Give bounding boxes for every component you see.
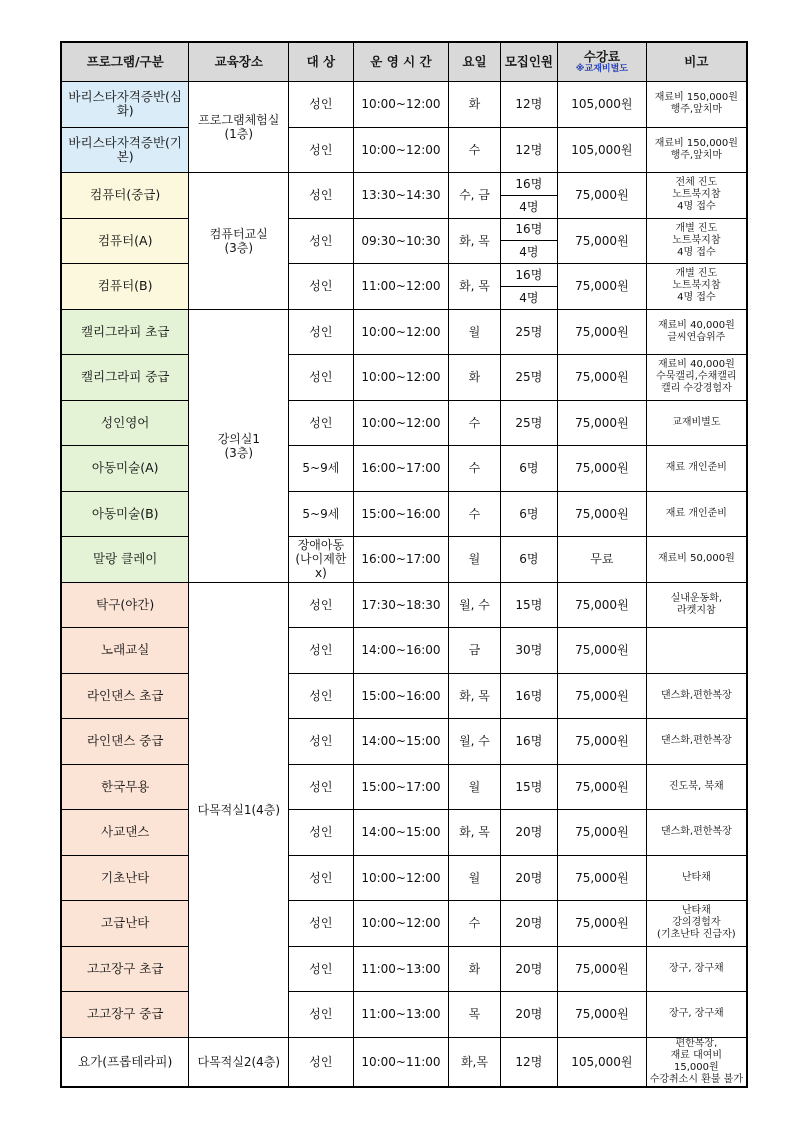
fee-value: 105,000원 <box>558 82 647 128</box>
target-value: 성인 <box>309 233 333 248</box>
day-value: 화, 목 <box>449 218 500 264</box>
target-value: 성인 <box>309 734 333 749</box>
program-name: 라인댄스 초급 <box>61 673 189 719</box>
target-value: 성인 <box>309 597 333 612</box>
fee-value: 75,000원 <box>558 446 647 492</box>
time-value: 14:00~15:00 <box>353 719 449 765</box>
capacity-secondary-value: 4명 <box>500 286 557 309</box>
day-value: 수 <box>449 400 500 446</box>
target-value: 5~9세 <box>302 506 340 521</box>
schedule-body <box>61 82 747 1087</box>
day-value: 수 <box>449 127 500 173</box>
note-value: 재료 개인준비 <box>665 462 727 474</box>
place-name: 컴퓨터교실 (3층) <box>209 226 268 255</box>
table-row <box>61 719 747 765</box>
note-value: 편한복장, 재료 대여비 15,000원 수강취소시 환불 불가 <box>649 1037 743 1085</box>
fee-value: 75,000원 <box>558 400 647 446</box>
fee-value: 75,000원 <box>558 855 647 901</box>
place-name: 다목적실1(4층) <box>197 802 281 817</box>
day-value: 월 <box>449 537 500 583</box>
time-value: 10:00~11:00 <box>353 1037 449 1087</box>
fee-value: 75,000원 <box>558 264 647 310</box>
day-value: 월, 수 <box>449 582 500 628</box>
time-value: 10:00~12:00 <box>353 309 449 355</box>
time-value: 10:00~12:00 <box>353 82 449 128</box>
program-name: 탁구(야간) <box>61 582 189 628</box>
capacity-value: 6명 <box>500 446 557 492</box>
target-value: 성인 <box>309 279 333 294</box>
note-value: 재료 개인준비 <box>665 507 727 519</box>
day-value: 화 <box>449 82 500 128</box>
target-value: 성인 <box>309 1007 333 1022</box>
fee-value: 75,000원 <box>558 992 647 1038</box>
target-value: 성인 <box>309 370 333 385</box>
note-cell <box>646 491 747 537</box>
program-name: 말랑 클레이 <box>61 537 189 583</box>
day-value: 월, 수 <box>449 719 500 765</box>
capacity-value: 12명 <box>500 1037 557 1087</box>
target-value: 성인 <box>309 779 333 794</box>
fee-value: 75,000원 <box>558 218 647 264</box>
note-cell <box>646 173 747 219</box>
header-row <box>61 42 747 82</box>
target-cell <box>289 127 353 173</box>
time-value: 09:30~10:30 <box>353 218 449 264</box>
target-value: 성인 <box>309 415 333 430</box>
target-value: 성인 <box>309 97 333 112</box>
program-name: 캘리그라피 초급 <box>61 309 189 355</box>
note-cell <box>646 855 747 901</box>
time-value: 16:00~17:00 <box>353 446 449 492</box>
fee-value: 75,000원 <box>558 901 647 947</box>
table-row <box>61 173 747 196</box>
day-value: 화 <box>449 355 500 401</box>
note-value: 전체 진도 노트북지참 4명 접수 <box>672 177 721 213</box>
note-value: 장구, 장구채 <box>669 1008 724 1020</box>
day-value: 수 <box>449 901 500 947</box>
day-value: 화 <box>449 946 500 992</box>
capacity-value: 25명 <box>500 355 557 401</box>
note-value: 실내운동화, 라켓지참 <box>670 592 723 616</box>
table-row <box>61 218 747 241</box>
time-value: 11:00~13:00 <box>353 992 449 1038</box>
target-cell <box>289 173 353 219</box>
fee-value: 75,000원 <box>558 719 647 765</box>
fee-value: 75,000원 <box>558 764 647 810</box>
fee-value: 75,000원 <box>558 355 647 401</box>
target-cell <box>289 218 353 264</box>
capacity-value: 6명 <box>500 491 557 537</box>
note-cell <box>646 719 747 765</box>
day-value: 화, 목 <box>449 810 500 856</box>
header-target: 대 상 <box>289 42 353 82</box>
table-row <box>61 992 747 1038</box>
fee-value: 75,000원 <box>558 491 647 537</box>
note-cell <box>646 901 747 947</box>
program-name: 아동미술(A) <box>61 446 189 492</box>
table-row <box>61 855 747 901</box>
target-cell <box>289 309 353 355</box>
place-cell <box>189 82 289 173</box>
table-row <box>61 491 747 537</box>
time-value: 10:00~12:00 <box>353 400 449 446</box>
note-cell <box>646 264 747 310</box>
fee-value: 105,000원 <box>558 1037 647 1087</box>
capacity-value: 20명 <box>500 992 557 1038</box>
time-value: 17:30~18:30 <box>353 582 449 628</box>
capacity-value: 25명 <box>500 309 557 355</box>
header-fee-label: 수강료 <box>583 49 620 64</box>
header-day: 요일 <box>449 42 500 82</box>
header-place: 교육장소 <box>189 42 289 82</box>
target-value: 5~9세 <box>302 461 340 476</box>
time-value: 11:00~13:00 <box>353 946 449 992</box>
note-value: 재료비 40,000원 수묵캘리,수채캘리 캘리 수강경험자 <box>656 359 737 395</box>
target-value: 장애아동 (나이제한x) <box>295 538 347 581</box>
day-value: 수 <box>449 446 500 492</box>
target-cell <box>289 628 353 674</box>
note-value: 진도북, 북채 <box>669 780 724 792</box>
target-cell <box>289 446 353 492</box>
day-value: 화, 목 <box>449 264 500 310</box>
target-cell <box>289 400 353 446</box>
place-name: 다목적실2(4층) <box>197 1054 281 1069</box>
target-cell <box>289 901 353 947</box>
target-cell <box>289 810 353 856</box>
note-cell <box>646 82 747 128</box>
capacity-value: 20명 <box>500 946 557 992</box>
day-value: 금 <box>449 628 500 674</box>
capacity-value: 16명 <box>500 264 557 287</box>
target-cell <box>289 764 353 810</box>
note-cell <box>646 218 747 264</box>
capacity-value: 30명 <box>500 628 557 674</box>
capacity-value: 16명 <box>500 218 557 241</box>
target-cell <box>289 719 353 765</box>
program-name: 성인영어 <box>61 400 189 446</box>
program-name: 바리스타자격증반(심화) <box>61 82 189 128</box>
place-cell <box>189 173 289 310</box>
note-value: 댄스화,편한복장 <box>660 826 732 838</box>
day-value: 화, 목 <box>449 673 500 719</box>
target-value: 성인 <box>309 916 333 931</box>
note-cell <box>646 946 747 992</box>
day-value: 화,목 <box>449 1037 500 1087</box>
capacity-value: 12명 <box>500 127 557 173</box>
table-row <box>61 127 747 173</box>
note-cell <box>646 628 747 674</box>
day-value: 월 <box>449 309 500 355</box>
day-value: 목 <box>449 992 500 1038</box>
time-value: 13:30~14:30 <box>353 173 449 219</box>
note-value: 개별 진도 노트북지참 4명 접수 <box>672 268 721 304</box>
time-value: 15:00~17:00 <box>353 764 449 810</box>
header-fee-note: ※교재비별도 <box>575 64 628 74</box>
table-row <box>61 400 747 446</box>
table-row <box>61 901 747 947</box>
table-row <box>61 946 747 992</box>
note-value: 댄스화,편한복장 <box>660 735 732 747</box>
place-cell <box>189 582 289 1037</box>
program-name: 사교댄스 <box>61 810 189 856</box>
time-value: 10:00~12:00 <box>353 855 449 901</box>
target-cell <box>289 264 353 310</box>
capacity-value: 15명 <box>500 764 557 810</box>
fee-value: 75,000원 <box>558 946 647 992</box>
note-value: 재료비 50,000원 <box>657 553 735 565</box>
capacity-value: 15명 <box>500 582 557 628</box>
target-cell <box>289 855 353 901</box>
target-cell <box>289 992 353 1038</box>
target-value: 성인 <box>309 643 333 658</box>
fee-value: 105,000원 <box>558 127 647 173</box>
program-name: 라인댄스 중급 <box>61 719 189 765</box>
target-value: 성인 <box>309 825 333 840</box>
note-cell <box>646 582 747 628</box>
target-cell <box>289 946 353 992</box>
target-value: 성인 <box>309 1054 333 1069</box>
target-cell <box>289 491 353 537</box>
capacity-value: 16명 <box>500 673 557 719</box>
note-value: 교재비별도 <box>672 416 721 428</box>
program-name: 고고장구 초급 <box>61 946 189 992</box>
note-cell <box>646 127 747 173</box>
program-name: 컴퓨터(B) <box>61 264 189 310</box>
fee-value: 75,000원 <box>558 673 647 719</box>
target-cell <box>289 82 353 128</box>
program-name: 한국무용 <box>61 764 189 810</box>
note-cell <box>646 355 747 401</box>
target-value: 성인 <box>309 188 333 203</box>
header-time: 운 영 시 간 <box>353 42 449 82</box>
target-cell <box>289 537 353 583</box>
time-value: 10:00~12:00 <box>353 901 449 947</box>
table-row <box>61 1037 747 1087</box>
capacity-value: 20명 <box>500 810 557 856</box>
capacity-value: 20명 <box>500 855 557 901</box>
capacity-value: 16명 <box>500 719 557 765</box>
time-value: 10:00~12:00 <box>353 127 449 173</box>
time-value: 15:00~16:00 <box>353 673 449 719</box>
time-value: 15:00~16:00 <box>353 491 449 537</box>
day-value: 월 <box>449 855 500 901</box>
table-row <box>61 309 747 355</box>
capacity-value: 6명 <box>500 537 557 583</box>
table-row <box>61 582 747 628</box>
note-cell <box>646 309 747 355</box>
header-program: 프로그램/구분 <box>61 42 189 82</box>
header-fee <box>558 42 647 82</box>
table-row <box>61 355 747 401</box>
fee-value: 75,000원 <box>558 582 647 628</box>
note-cell <box>646 764 747 810</box>
fee-value: 75,000원 <box>558 173 647 219</box>
fee-value: 75,000원 <box>558 628 647 674</box>
program-name: 노래교실 <box>61 628 189 674</box>
note-cell <box>646 673 747 719</box>
note-value: 난타채 강의경험자 (기초난타 진급자) <box>657 905 736 941</box>
table-row <box>61 764 747 810</box>
time-value: 14:00~16:00 <box>353 628 449 674</box>
target-value: 성인 <box>309 142 333 157</box>
header-capacity: 모집인원 <box>500 42 557 82</box>
time-value: 14:00~15:00 <box>353 810 449 856</box>
table-row <box>61 264 747 287</box>
program-name: 고고장구 중급 <box>61 992 189 1038</box>
capacity-value: 16명 <box>500 173 557 196</box>
note-value: 재료비 40,000원 글씨연습위주 <box>657 319 735 343</box>
note-value: 장구, 장구채 <box>669 962 724 974</box>
program-name: 기초난타 <box>61 855 189 901</box>
day-value: 수 <box>449 491 500 537</box>
fee-value: 75,000원 <box>558 309 647 355</box>
note-cell <box>646 992 747 1038</box>
capacity-value: 12명 <box>500 82 557 128</box>
table-row <box>61 628 747 674</box>
table-row <box>61 673 747 719</box>
capacity-value: 20명 <box>500 901 557 947</box>
table-row <box>61 537 747 583</box>
target-value: 성인 <box>309 688 333 703</box>
target-cell <box>289 673 353 719</box>
note-value: 댄스화,편한복장 <box>660 689 732 701</box>
program-name: 요가(프롭테라피) <box>61 1037 189 1087</box>
note-cell <box>646 1037 747 1087</box>
place-cell <box>189 1037 289 1087</box>
table-row <box>61 82 747 128</box>
program-name: 아동미술(B) <box>61 491 189 537</box>
capacity-secondary-value: 4명 <box>500 241 557 264</box>
note-cell <box>646 446 747 492</box>
program-schedule-table <box>60 41 748 1088</box>
capacity-secondary-value: 4명 <box>500 195 557 218</box>
note-cell <box>646 537 747 583</box>
day-value: 수, 금 <box>449 173 500 219</box>
fee-value: 75,000원 <box>558 810 647 856</box>
target-cell <box>289 355 353 401</box>
capacity-value: 25명 <box>500 400 557 446</box>
header-note: 비고 <box>646 42 747 82</box>
time-value: 11:00~12:00 <box>353 264 449 310</box>
program-name: 캘리그라피 중급 <box>61 355 189 401</box>
target-value: 성인 <box>309 961 333 976</box>
target-cell <box>289 582 353 628</box>
program-name: 컴퓨터(A) <box>61 218 189 264</box>
place-cell <box>189 309 289 582</box>
note-value: 재료비 150,000원 행주,앞치마 <box>654 92 738 116</box>
table-row <box>61 810 747 856</box>
note-value: 난타채 <box>681 871 711 883</box>
program-name: 고급난타 <box>61 901 189 947</box>
note-value: 개별 진도 노트북지참 4명 접수 <box>672 222 721 258</box>
table-row <box>61 446 747 492</box>
place-name: 강의실1 (3층) <box>217 431 260 460</box>
place-name: 프로그램체험실 (1층) <box>198 113 280 141</box>
time-value: 10:00~12:00 <box>353 355 449 401</box>
note-value: 재료비 150,000원 행주,앞치마 <box>654 137 738 161</box>
fee-value: 무료 <box>558 537 647 583</box>
program-name: 바리스타자격증반(기본) <box>61 127 189 173</box>
note-cell <box>646 400 747 446</box>
time-value: 16:00~17:00 <box>353 537 449 583</box>
target-cell <box>289 1037 353 1087</box>
program-name: 컴퓨터(중급) <box>61 173 189 219</box>
note-cell <box>646 810 747 856</box>
target-value: 성인 <box>309 870 333 885</box>
target-value: 성인 <box>309 324 333 339</box>
day-value: 월 <box>449 764 500 810</box>
